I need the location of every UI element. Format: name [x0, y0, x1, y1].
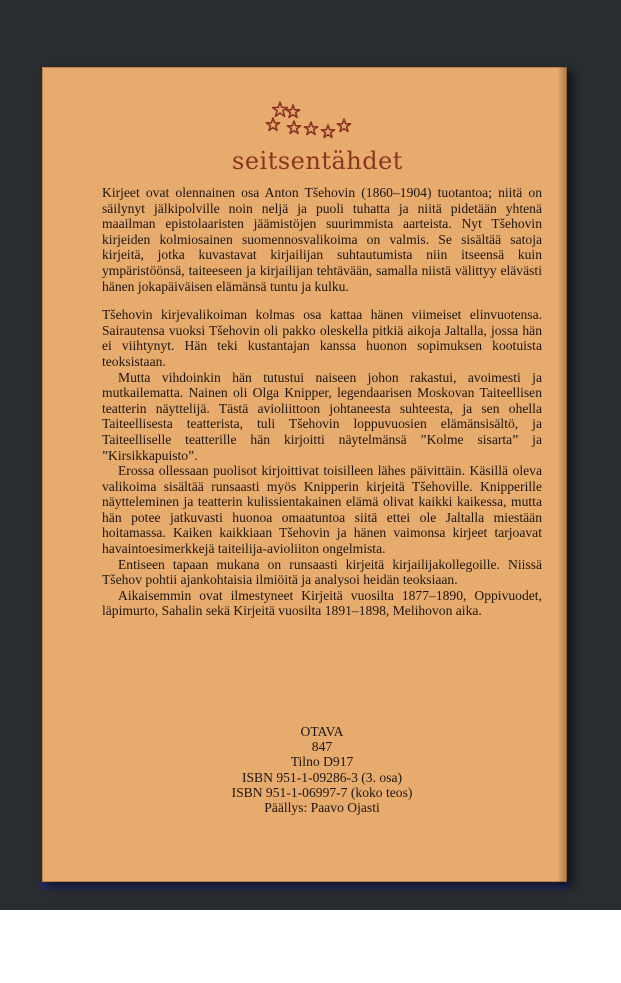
blurb — [102, 185, 542, 619]
publisher-name: OTAVA — [300, 724, 344, 739]
series-logo — [232, 99, 402, 199]
star-icon — [287, 121, 300, 134]
paragraph-colleagues: Entiseen tapaan mukana on runsaasti kirjeitä kirjailijakollegoille. Niissä Tšehov pohtii ajankohtaisia ilmiöitä ja analysoi heidän teoksiaan. — [102, 556, 542, 588]
star-icon — [337, 119, 350, 132]
cover-designer: Päällys: Paavo Ojasti — [264, 800, 380, 816]
star-icon — [266, 118, 279, 131]
paragraph-intro: Kirjeet ovat olennainen osa Anton Tšehovin (1860–1904) tuotantoa; niitä on säilynyt jälkipolville noin neljä ja puoli tuhatta ja niitä pidetään yhtenä maailman epistolaaristen jäämistöjen suurimmista aarteista. Nyt Tšehovin kirjeiden kolmiosainen suomennosvalikoima on valmis. Se sisältää satoja kirjeitä, jotka kuvastavat kirjailijan suhtautumista niin itseensä kuin ympäristöönsä, taiteeseen ja kirjailijan tehtävään, samalla niistä välittyy elävästi hänen jokapäiväisen elämänsä tuntu ja kulku. — [102, 185, 542, 294]
isbn-volume: ISBN 951-1-09286-3 (3. osa) — [241, 769, 403, 785]
star-icon — [321, 125, 334, 138]
star-icon — [286, 105, 299, 118]
paragraph-final-years: Tšehovin kirjevalikoiman kolmas osa kattaa hänen viimeiset elinvuotensa. Sairautensa vuoksi Tšehovin oli pakko oleskella pitkiä aikoja Jaltalla, jossa hän ei viihtynyt. Hän teki kustantajan kanssa huonon sopimuksen kootuista teoksistaan. — [102, 307, 542, 369]
paragraph-correspondence: Erossa ollessaan puolisot kirjoittivat toisilleen lähes päivittäin. Käsillä oleva valikoima sisältää runsaasti myös Knipperin kirjeitä Tšehoville. Knipperille näytteleminen ja teatterin kulissientakainen elämä olivat kaikki kaikessa, mutta hän potee jatkuvasti huonoa omaatuntoa siitä ettei ole Jaltalla miestään hoitamassa. Kaiken kaikkiaan Tšehovin ja hänen vaimonsa kirjeet tarjoavat havaintoesimerkkejä taiteilija-avioliiton ongelmista. — [102, 463, 542, 557]
order-number: Tilno D917 — [290, 754, 354, 770]
isbn-set: ISBN 951-1-06997-7 (koko teos) — [231, 784, 413, 800]
star-icon — [273, 102, 288, 116]
cover-shadow — [557, 67, 567, 882]
star-icon — [304, 122, 317, 135]
imprint — [102, 724, 542, 815]
series-name: seitsentähdet — [232, 147, 403, 175]
seven-stars-icon — [264, 99, 364, 149]
paragraph-previous-volumes: Aikaisemmin ovat ilmestyneet Kirjeitä vuosilta 1877–1890, Oppivuodet, läpimurto, Sahalin sekä Kirjeitä vuosilta 1891–1898, Melihovon aika. — [102, 587, 542, 619]
paragraph-olga-knipper: Mutta vihdoinkin hän tutustui naiseen johon rakastui, avoimesti ja mutkailematta. Nainen oli Olga Knipper, legendaarisen Moskovan Taiteellisen teatterin näyttelijä. Tästä avioliittoon johtaneesta suhteesta, ja sen ohella Taiteellisesta teatterista, tuli Tšehovin loppuvuosien elämänsisältö, ja Taiteelliselle teatterille hän kirjoitti näytelmänsä ”Kolme sisarta” ja ”Kirsikkapuisto”. — [102, 369, 542, 463]
series-number: 847 — [311, 739, 333, 755]
book-back-cover — [42, 67, 567, 882]
